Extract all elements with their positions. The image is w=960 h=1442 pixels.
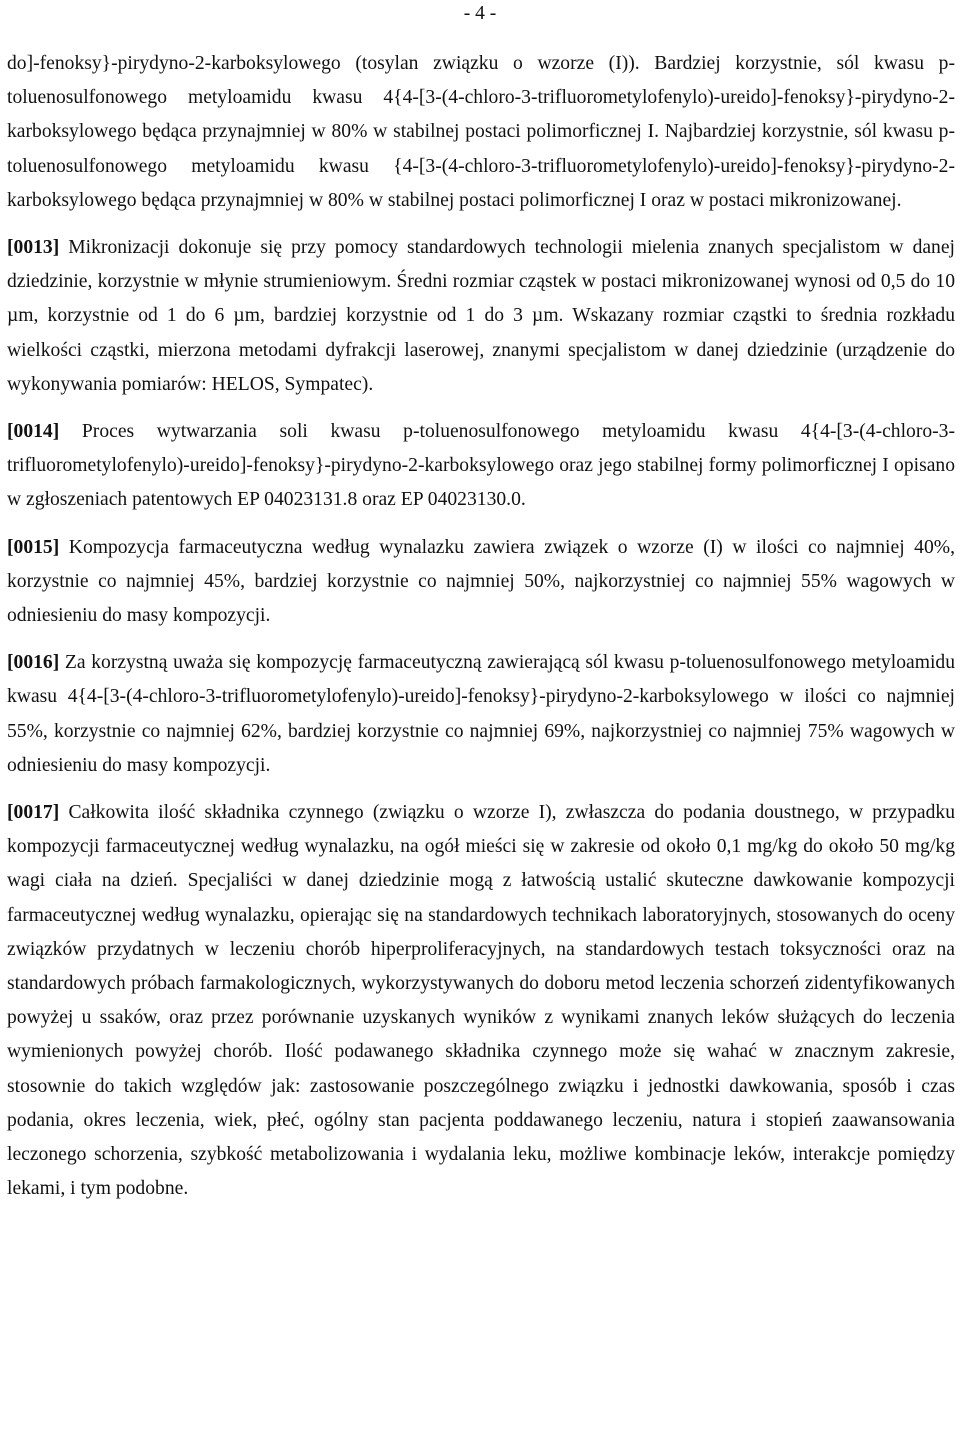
paragraph-text: Kompozycja farmaceutyczna według wynalazku zawiera związek o wzorze (I) w ilości co najmniej 40%, korzystnie co najmniej 45%, bardziej korzystnie co najmniej 50%, najkorzystniej co najmniej 55% wagowych w odniesieniu do masy kompozycji. xyxy=(7,536,955,627)
paragraph-text: Mikronizacji dokonuje się przy pomocy standardowych technologii mielenia znanych specjalistom w danej dziedzinie, korzystnie w młynie strumieniowym. Średni rozmiar cząstek w postaci mikronizowanej wynosi od 0,5 do 10 µm, korzystnie od 1 do 6 µm, bardziej korzystnie od 1 do 3 µm. Wskazany rozmiar cząstki to średnia rozkładu wielkości cząstki, mierzona metodami dyfrakcji laserowej, znanymi specjalistom w danej dziedzinie (urządzenie do wykonywania pomiarów: HELOS, Sympatec). xyxy=(7,237,955,395)
paragraph-0014 xyxy=(7,415,955,518)
document-body xyxy=(7,47,955,1220)
paragraph-0015 xyxy=(7,531,955,634)
paragraph-number: [0013] xyxy=(7,237,60,259)
paragraph-number: [0017] xyxy=(7,802,60,824)
page-number: - 4 - xyxy=(463,3,497,24)
paragraph-number: [0016] xyxy=(7,652,60,674)
paragraph-continuation xyxy=(7,47,955,218)
paragraph-0017 xyxy=(7,796,955,1206)
paragraph-0016 xyxy=(7,646,955,783)
paragraph-text: Proces wytwarzania soli kwasu p-toluenosulfonowego metyloamidu kwasu 4{4-[3-(4-chloro-3-trifluorometylofenylo)-ureido]-fenoksy}-pirydyno-2-karboksylowego oraz jego stabilnej formy polimorficznej I opisano w zgłoszeniach patentowych EP 04023131.8 oraz EP 04023130.0. xyxy=(7,421,956,511)
paragraph-0013 xyxy=(7,231,955,402)
paragraph-text: Za korzystną uważa się kompozycję farmaceutyczną zawierającą sól kwasu p-toluenosulfonowego metyloamidu kwasu 4{4-[3-(4-chloro-3-trifluorometylofenylo)-ureido]-fenoksy}-pirydyno-2-karboksylowego w ilości co najmniej 55%, korzystnie co najmniej 62%, bardziej korzystnie co najmniej 69%, najkorzystniej co najmniej 75% wagowych w odniesieniu do masy kompozycji. xyxy=(7,652,956,776)
paragraph-text: Całkowita ilość składnika czynnego (związku o wzorze I), zwłaszcza do podania doustnego, w przypadku kompozycji farmaceutycznej według wynalazku, na ogół mieści się w zakresie od około 0,1 mg/kg do około 50 mg/kg wagi ciała na dzień. Specjaliści w danej dziedzinie mogą z łatwością ustalić skuteczne dawkowanie kompozycji farmaceutycznej według wynalazku, opierając się na standardowych technikach laboratoryjnych, stosowanych do oceny związków przydatnych w leczeniu chorób hiperproliferacyjnych, na standardowych testach toksyczności oraz na standardowych próbach farmakologicznych, wykorzystywanych do doboru metod leczenia schorzeń zidentyfikowanych powyżej u ssaków, oraz przez porównanie uzyskanych wyników z wynikami znanych leków służących do leczenia wymienionych powyżej chorób. Ilość podawanego składnika czynnego może się wahać w znacznym zakresie, stosownie do takich względów jak: zastosowanie poszczególnego związku i jednostki dawkowania, sposób i czas podania, okres leczenia, wiek, płeć, ogólny stan pacjenta poddawanego leczeniu, natura i stopień zaawansowania leczonego schorzenia, szybkość metabolizowania i wydalania leku, możliwe kombinacje leków, interakcje pomiędzy lekami, i tym podobne. xyxy=(7,802,955,1200)
paragraph-text: do]-fenoksy}-pirydyno-2-karboksylowego (tosylan związku o wzorze (I)). Bardziej korzystnie, sól kwasu p-toluenosulfonowego metyloamidu kwasu 4{4-[3-(4-chloro-3-trifluorometylofenylo)-ureido]-fenoksy}-pirydyno-2-karboksylowego będąca przynajmniej w 80% w stabilnej postaci polimorficznej I. Najbardziej korzystnie, sól kwasu p-toluenosulfonowego metyloamidu kwasu {4-[3-(4-chloro-3-trifluorometylofenylo)-ureido]-fenoksy}-pirydyno-2-karboksylowego będąca przynajmniej w 80% w stabilnej postaci polimorficznej I oraz w postaci mikronizowanej. xyxy=(7,53,955,211)
paragraph-number: [0014] xyxy=(7,421,60,443)
paragraph-number: [0015] xyxy=(7,536,60,558)
